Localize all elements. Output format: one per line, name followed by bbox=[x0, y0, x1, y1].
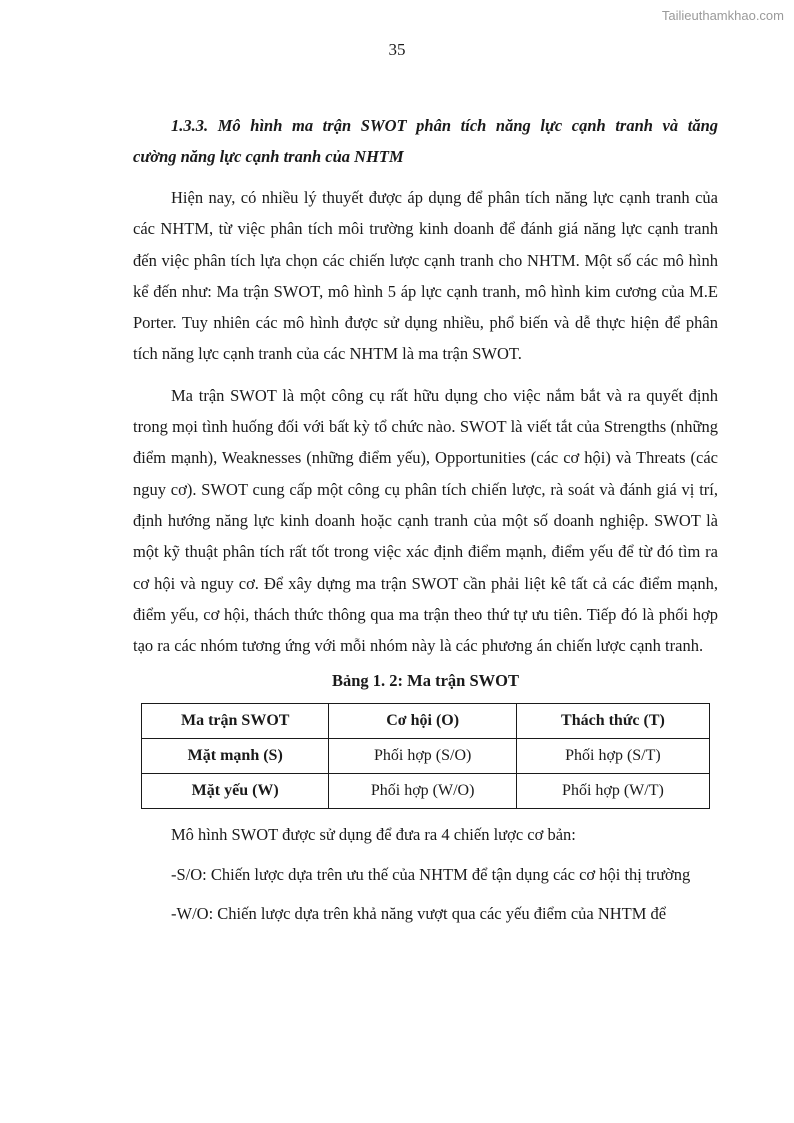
table-header-cell: Ma trận SWOT bbox=[142, 704, 329, 739]
table-cell: Phối hợp (S/O) bbox=[329, 739, 516, 774]
table-row-header: Mặt mạnh (S) bbox=[142, 739, 329, 774]
table-cell: Phối hợp (W/T) bbox=[516, 774, 709, 809]
table-header-cell: Thách thức (T) bbox=[516, 704, 709, 739]
paragraph-strategies: Mô hình SWOT được sử dụng để đưa ra 4 chiến lược cơ bản: bbox=[171, 825, 576, 845]
swot-table bbox=[141, 703, 710, 809]
table-cell: Phối hợp (S/T) bbox=[516, 739, 709, 774]
table-header-row bbox=[142, 704, 710, 739]
section-heading-line1: 1.3.3. Mô hình ma trận SWOT phân tích năng lực cạnh tranh và tăng bbox=[171, 116, 718, 135]
section-heading-line2: cường năng lực cạnh tranh của NHTM bbox=[133, 147, 404, 166]
table-row bbox=[142, 739, 710, 774]
table-row-header: Mặt yếu (W) bbox=[142, 774, 329, 809]
page-number: 35 bbox=[388, 40, 406, 59]
document-body bbox=[133, 110, 718, 937]
table-header-cell: Cơ hội (O) bbox=[329, 704, 516, 739]
table-row bbox=[142, 774, 710, 809]
table-title: Bảng 1. 2: Ma trận SWOT bbox=[331, 671, 519, 691]
table-cell: Phối hợp (W/O) bbox=[329, 774, 516, 809]
strategy-so: -S/O: Chiến lược dựa trên ưu thế của NHTM để tận dụng các cơ hội thị trường bbox=[171, 864, 691, 884]
paragraph-swot-definition: Ma trận SWOT là một công cụ rất hữu dụng cho việc nắm bắt và ra quyết định trong mọi tình huống đối với bất kỳ tổ chức nào. SWOT là viết tắt của Strengths (những điểm mạnh), Weaknesses (những điểm yếu), Opportunities (các cơ hội) và Threats (các nguy cơ). SWOT cung cấp một công cụ phân tích chiến lược, rà soát và đánh giá vị trí, định hướng năng lực kinh doanh hoặc cạnh tranh của một số doanh nghiệp. SWOT là một kỹ thuật phân tích rất tốt trong việc xác định điểm mạnh, điểm yếu để từ đó tìm ra cơ hội và nguy cơ. Để xây dựng ma trận SWOT cần phải liệt kê tất cả các điểm mạnh, điểm yếu, cơ hội, thách thức thông qua ma trận theo thứ tự ưu tiên. Tiếp đó là phối hợp tạo ra các nhóm tương ứng với mỗi nhóm này là các phương án chiến lược cạnh tranh. bbox=[133, 385, 718, 656]
watermark: Tailieuthamkhao.com bbox=[661, 8, 784, 23]
strategy-wo: -W/O: Chiến lược dựa trên khả năng vượt qua các yếu điểm của NHTM để bbox=[171, 904, 667, 924]
section-heading bbox=[133, 110, 718, 172]
paragraph-intro: Hiện nay, có nhiều lý thuyết được áp dụng để phân tích năng lực cạnh tranh của các NHTM, từ việc phân tích môi trường kinh doanh để đánh giá năng lực cạnh tranh đến việc phân tích lựa chọn các chiến lược cạnh tranh cho NHTM. Một số các mô hình kể đến như: Ma trận SWOT, mô hình 5 áp lực cạnh tranh, mô hình kim cương của M.E Porter. Tuy nhiên các mô hình được sử dụng nhiều, phổ biến và dễ thực hiện để phân tích năng lực cạnh tranh của các NHTM là ma trận SWOT. bbox=[133, 188, 718, 364]
